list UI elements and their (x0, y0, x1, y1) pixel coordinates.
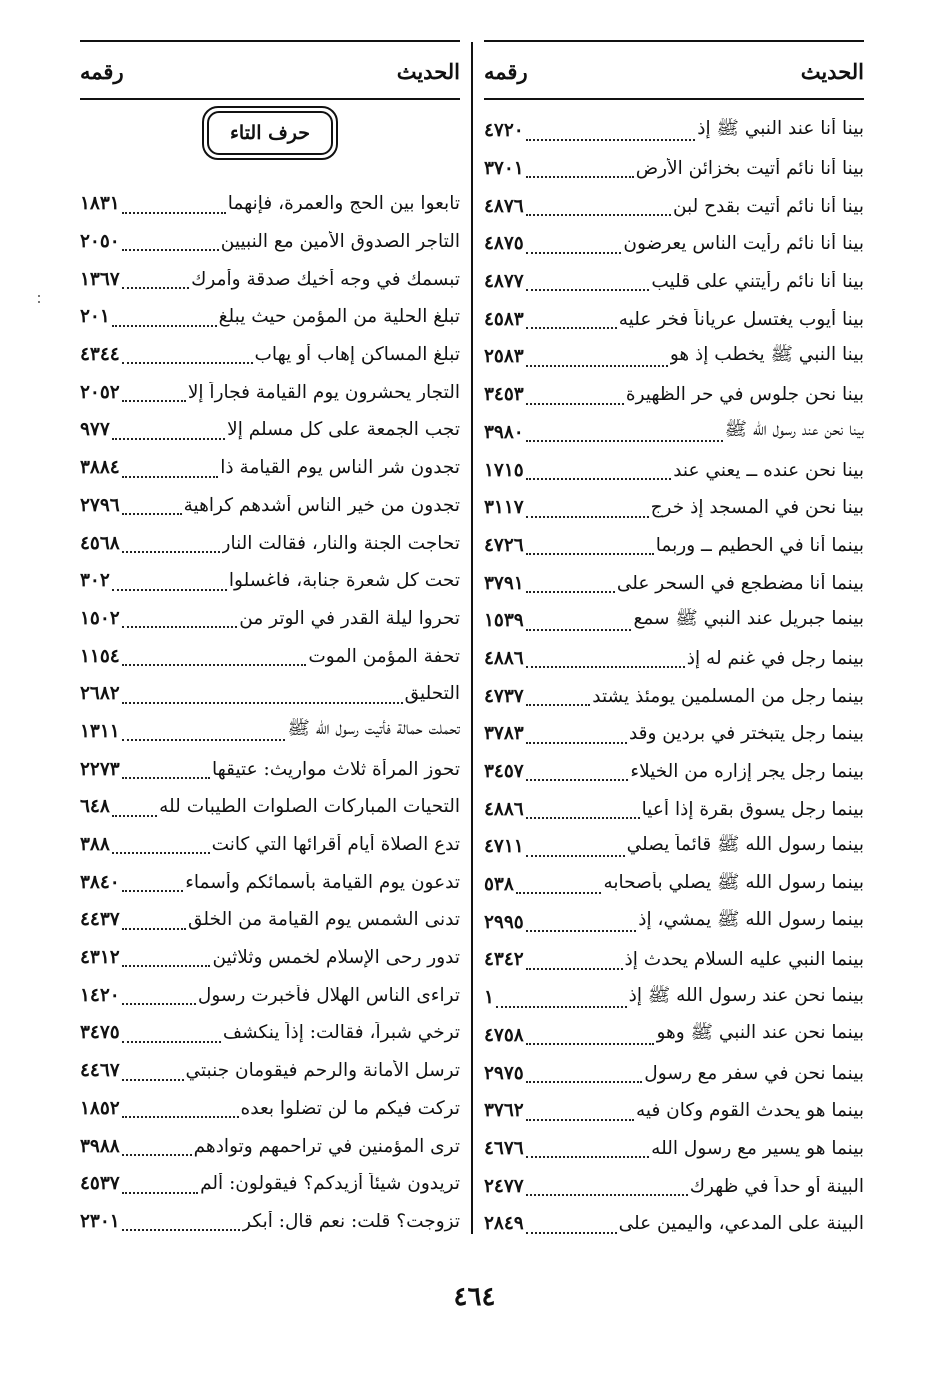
hadith-number: ٣٤٥٧ (484, 761, 524, 783)
index-entry (484, 1205, 864, 1243)
hadith-number: ١٣٦٧ (80, 268, 120, 290)
hadith-number: ٤٨٧٥ (484, 233, 524, 255)
leader-dots (112, 580, 227, 600)
leader-dots (526, 544, 654, 564)
index-entry (484, 715, 864, 753)
hadith-number: ٤٥٦٨ (80, 532, 120, 554)
leader-dots (526, 657, 685, 677)
leader-dots (122, 919, 186, 939)
index-entry (80, 298, 460, 336)
hadith-text: تريدون شيئاً أزيدكم؟ فيقولون: ألم (200, 1173, 460, 1195)
hadith-number: ١٥٠٢ (80, 607, 120, 629)
leader-dots (526, 770, 629, 790)
hadith-number: ٤٥٨٣ (484, 308, 524, 330)
hadith-number: ٣٧٨٣ (484, 723, 524, 745)
hadith-number: ٤٨٨٦ (484, 647, 524, 669)
hadith-text: تراءى الناس الهلال فأخبرت رسول (197, 984, 460, 1006)
leader-dots (122, 504, 182, 524)
hadith-text: تدور رحى الإسلام لخمس وثلاثين (212, 947, 460, 969)
index-entry (484, 640, 864, 678)
index-entry (80, 675, 460, 713)
hadith-number: ٣٤٧٥ (80, 1022, 120, 1044)
hadith-text: التحليق (404, 683, 460, 705)
number-header: رقمه (80, 58, 124, 84)
index-entry (80, 1127, 460, 1165)
index-entry (80, 713, 460, 751)
hadith-number: ٤٧٣٧ (484, 685, 524, 707)
leader-dots (526, 469, 671, 489)
leader-dots (516, 883, 602, 903)
hadith-index-list (80, 185, 460, 1240)
index-entry (80, 524, 460, 562)
hadith-number: ٤٧٢٦ (484, 534, 524, 556)
leader-dots (526, 733, 627, 753)
hadith-text: تبسمك في وجه أخيك صدقة وأمرك (191, 268, 460, 290)
hadith-number: ٢٤٧٧ (484, 1175, 524, 1197)
hadith-number: ٤٨٨٦ (484, 798, 524, 820)
hadith-number: ١٧١٥ (484, 459, 524, 481)
leader-dots (122, 240, 219, 260)
hadith-text: البينة على المدعي، واليمين على (618, 1213, 864, 1235)
index-entry (484, 225, 864, 263)
hadith-text: تحت كل شعرة جنابة، فاغسلوا (228, 570, 460, 592)
hadith-number: ٤٥٣٧ (80, 1173, 120, 1195)
index-entry (80, 487, 460, 525)
index-entry (80, 939, 460, 977)
hadith-number: ٤٨٧٧ (484, 271, 524, 293)
index-entry (484, 790, 864, 828)
index-entry (484, 677, 864, 715)
hadith-number: ٣٠٢ (80, 570, 110, 592)
hadith-text: تحملت حمالة فأتيت رسول الله ﷺ (287, 718, 460, 740)
index-entry (484, 1054, 864, 1092)
index-entry (484, 866, 864, 904)
hadith-text: بينما هو يحدث القوم وكان فيه (635, 1100, 864, 1122)
hadith-number: ٤٧٥٨ (484, 1024, 524, 1046)
hadith-number: ٢٧٩٦ (80, 494, 120, 516)
leader-dots (526, 167, 634, 187)
index-entry (484, 338, 864, 376)
hadith-number: ٢٩٧٥ (484, 1062, 524, 1084)
index-entry (80, 1014, 460, 1052)
hadith-number: ٣٩٨٨ (80, 1135, 120, 1157)
index-entry (80, 600, 460, 638)
index-entry (484, 828, 864, 866)
margin-mark (38, 295, 40, 309)
leader-dots (122, 278, 189, 298)
leader-dots (526, 1223, 617, 1243)
hadith-number: ٢٦٨٢ (80, 683, 120, 705)
leader-dots (526, 431, 723, 451)
hadith-text: بينا النبي ﷺ يخطب إذ هو (669, 343, 864, 365)
hadith-number: ٢٢٧٣ (80, 758, 120, 780)
leader-dots (122, 730, 286, 750)
leader-dots (112, 429, 225, 449)
hadith-number: ٤٤٣٧ (80, 909, 120, 931)
leader-dots (526, 318, 617, 338)
hadith-text: بينما جبريل عند النبي ﷺ سمع (633, 607, 864, 629)
index-entry (80, 336, 460, 374)
hadith-text: تركت فيكم ما لن تضلوا بعده (240, 1097, 460, 1119)
index-entry (484, 1092, 864, 1130)
hadith-number: ٤٦٧٦ (484, 1137, 524, 1159)
hadith-text: التاجر الصدوق الأمين مع النبيين (220, 231, 460, 253)
index-entry (80, 901, 460, 939)
hadith-text: بينما أنا مضطجع في السحر على (616, 572, 864, 594)
hadith-text: بينما نحن في سفر مع رسول (644, 1062, 864, 1084)
hadith-number: ٤٤٦٧ (80, 1060, 120, 1082)
leader-dots (526, 582, 615, 602)
hadith-number: ٢٥٨٣ (484, 346, 524, 368)
hadith-number: ٥٣٨ (484, 874, 514, 896)
index-entry (80, 637, 460, 675)
hadith-number: ١٣١١ (80, 720, 120, 742)
hadith-text: بينا أنا نائم أتيت بخزائن الأرض (635, 158, 864, 180)
leader-dots (526, 205, 671, 225)
index-entry (484, 753, 864, 791)
hadith-text: بينا نحن جلوس في حر الظهيرة (625, 384, 864, 406)
hadith-text: تزوجت؟ قلت: نعم قال: أبكر (242, 1210, 460, 1232)
hadith-text: بينما النبي عليه السلام يحدث إذ (624, 949, 864, 971)
hadith-text: تجب الجمعة على كل مسلم إلا (227, 419, 460, 441)
index-entry (484, 414, 864, 452)
index-entry (80, 449, 460, 487)
index-entry (80, 750, 460, 788)
index-entry (80, 1052, 460, 1090)
index-entry (484, 451, 864, 489)
hadith-number: ٤٧١١ (484, 836, 524, 858)
hadith-text: بينا نحن عنده ــ يعني عند (673, 459, 864, 481)
number-header: رقمه (484, 58, 528, 84)
index-entry (484, 187, 864, 225)
hadith-number: ١ (484, 987, 494, 1009)
leader-dots (526, 394, 624, 414)
hadith-number: ٣٧٠١ (484, 158, 524, 180)
hadith-text: التحيات المباركات الصلوات الطيبات لله (159, 796, 460, 818)
hadith-number: ١٨٣١ (80, 193, 120, 215)
hadith-text: تحفة المؤمن الموت (308, 645, 460, 667)
leader-dots (122, 542, 220, 562)
hadith-number: ٣٨٤٠ (80, 871, 120, 893)
hadith-number: ٣٩٨٠ (484, 421, 524, 443)
hadith-number: ٢٠٥٠ (80, 231, 120, 253)
index-entry (484, 941, 864, 979)
hadith-number: ٢٨٤٩ (484, 1213, 524, 1235)
top-rule (80, 40, 460, 42)
hadith-text: بينا أنا نائم رأيت الناس يعرضون (623, 233, 864, 255)
index-entry (484, 903, 864, 941)
index-entry (484, 527, 864, 565)
hadith-number: ٢٩٩٥ (484, 911, 524, 933)
hadith-number: ١١٥٤ (80, 645, 120, 667)
leader-dots (526, 1110, 634, 1130)
column-header (80, 54, 460, 88)
hadith-number: ٦٤٨ (80, 796, 110, 818)
page-number: ٤٦٤ (453, 1282, 496, 1312)
hadith-number: ٣٧٩١ (484, 572, 524, 594)
hadith-text: بينا أنا نائم رأيتني على قليب (651, 271, 864, 293)
hadith-number: ١٤٢٠ (80, 984, 120, 1006)
leader-dots (122, 1145, 192, 1165)
hadith-text: تحوز المرأة ثلاث مواريث: عتيقها (211, 758, 460, 780)
hadith-text: بينما نحن عند رسول الله ﷺ إذ (628, 984, 864, 1006)
hadith-number: ٩٧٧ (80, 419, 110, 441)
hadith-text: تبلغ الحلية من المؤمن حيث يبلغ (218, 306, 460, 328)
hadith-text: بينما رجل يتبختر في بردين وقد (628, 723, 864, 745)
leader-dots (526, 356, 668, 376)
index-entry (484, 489, 864, 527)
index-entry (80, 373, 460, 411)
hadith-text: البينة أو حداً في ظهرك (689, 1175, 864, 1197)
top-rule (484, 40, 864, 42)
leader-dots (122, 617, 237, 637)
hadith-header: الحديث (800, 58, 864, 84)
hadith-text: بينا نحن في المسجد إذ خرج (650, 497, 864, 519)
leader-dots (122, 467, 219, 487)
hadith-number: ٣٨٨ (80, 834, 110, 856)
hadith-number: ٤٣١٢ (80, 947, 120, 969)
hadith-text: التجار يحشرون يوم القيامة فجاراً إلا (187, 381, 460, 403)
hadith-text: بينا أيوب يغتسل عرياناً فخر عليه (618, 308, 864, 330)
hadith-number: ٢٣٠١ (80, 1210, 120, 1232)
hadith-number: ٣٧٦٢ (484, 1100, 524, 1122)
leader-dots (112, 843, 210, 863)
index-entry (484, 112, 864, 150)
section-title: حرف التاء (207, 111, 333, 155)
leader-dots (526, 1185, 688, 1205)
hadith-text: بينما رسول الله ﷺ يصلي بأصحابه (603, 871, 864, 893)
hadith-text: تدع الصلاة أيام أقرائها التي كانت (211, 834, 460, 856)
index-entry (484, 1017, 864, 1055)
leader-dots (526, 280, 650, 300)
hadith-number: ١٥٣٩ (484, 610, 524, 632)
header-rule (484, 98, 864, 100)
index-entry (484, 564, 864, 602)
index-entry (80, 562, 460, 600)
leader-dots (122, 881, 183, 901)
hadith-text: تحروا ليلة القدر في الوتر من (239, 607, 460, 629)
leader-dots (526, 959, 623, 979)
index-entry (80, 976, 460, 1014)
leader-dots (122, 655, 307, 675)
leader-dots (122, 994, 196, 1014)
leader-dots (496, 997, 627, 1017)
hadith-text: بينما رسول الله ﷺ قائماً يصلي (626, 833, 864, 855)
hadith-number: ١٨٥٢ (80, 1097, 120, 1119)
column-header (484, 54, 864, 88)
index-entry (80, 260, 460, 298)
leader-dots (526, 130, 696, 150)
hadith-number: ٤٨٧٦ (484, 195, 524, 217)
hadith-text: تحاجت الجنة والنار، فقالت النار (221, 532, 460, 554)
hadith-text: ترى المؤمنين في تراحمهم وتوادهم (193, 1135, 460, 1157)
leader-dots (122, 203, 226, 223)
hadith-number: ٤٣٤٤ (80, 344, 120, 366)
leader-dots (526, 243, 622, 263)
index-entry (484, 1167, 864, 1205)
leader-dots (122, 1183, 198, 1203)
hadith-header: الحديث (396, 58, 460, 84)
hadith-number: ٣٨٨٤ (80, 457, 120, 479)
hadith-text: تدنى الشمس يوم القيامة من الخلق (188, 909, 460, 931)
index-entry (80, 411, 460, 449)
hadith-text: بينما رجل يسوق بقرة إذا أعيا (641, 798, 864, 820)
leader-dots (122, 693, 403, 713)
hadith-number: ٣٤٥٣ (484, 384, 524, 406)
leader-dots (122, 1107, 239, 1127)
leader-dots (526, 1034, 655, 1054)
hadith-text: بينا نحن عند رسول الله ﷺ (724, 419, 864, 441)
index-entry (484, 376, 864, 414)
hadith-text: بينا أنا نائم أتيت بقدح لبن (672, 195, 864, 217)
hadith-text: تبلغ المساكن إهاب أو يهاب (254, 344, 460, 366)
leader-dots (122, 1220, 240, 1240)
hadith-text: تجدون من خير الناس أشدهم كراهية (183, 494, 460, 516)
hadith-number: ٢٠١ (80, 306, 110, 328)
leader-dots (112, 806, 157, 826)
leader-dots (122, 391, 186, 411)
index-entry (80, 1090, 460, 1128)
leader-dots (122, 353, 253, 373)
index-entry (80, 185, 460, 223)
leader-dots (526, 620, 632, 640)
index-entry (484, 602, 864, 640)
hadith-text: بينما رجل من المسلمين يومئذ يشتد (592, 685, 864, 707)
leader-dots (526, 1147, 649, 1167)
leader-dots (122, 1070, 184, 1090)
leader-dots (112, 316, 217, 336)
leader-dots (526, 1072, 643, 1092)
hadith-number: ٤٧٢٠ (484, 120, 524, 142)
hadith-text: تجدون شر الناس يوم القيامة ذا (220, 457, 460, 479)
index-entry (80, 1165, 460, 1203)
leader-dots (526, 695, 591, 715)
hadith-text: ترخي شبراً، فقالت: إذاً ينكشف (222, 1022, 460, 1044)
hadith-text: تابعوا بين الحج والعمرة، فإنهما (227, 193, 460, 215)
leader-dots (526, 808, 640, 828)
hadith-index-list (484, 112, 864, 1243)
hadith-text: بينما هو يسير مع رسول الله (651, 1137, 864, 1159)
section-heading-box (202, 106, 338, 160)
index-entry (484, 263, 864, 301)
index-entry (80, 826, 460, 864)
hadith-number: ٤٣٤٢ (484, 949, 524, 971)
index-entry (484, 1130, 864, 1168)
leader-dots (526, 846, 625, 866)
index-entry (80, 1203, 460, 1241)
hadith-text: بينما رجل يجر إزاره من الخيلاء (630, 761, 864, 783)
hadith-text: بينما رجل في غنم له إذ (686, 647, 864, 669)
leader-dots (122, 956, 211, 976)
leader-dots (122, 1032, 221, 1052)
index-entry (80, 863, 460, 901)
hadith-text: بينما رسول الله ﷺ يمشي، إذ (638, 909, 864, 931)
hadith-text: بينما أنا في الحطيم ــ وربما (655, 534, 864, 556)
header-rule (80, 98, 460, 100)
index-entry (484, 979, 864, 1017)
leader-dots (122, 768, 210, 788)
index-entry (484, 300, 864, 338)
index-entry (484, 150, 864, 188)
hadith-number: ٢٠٥٢ (80, 381, 120, 403)
leader-dots (526, 921, 636, 941)
hadith-text: بينما نحن عند النبي ﷺ وهو (656, 1022, 864, 1044)
hadith-text: بينا أنا عند النبي ﷺ إذ (697, 117, 864, 139)
index-entry (80, 788, 460, 826)
hadith-text: تدعون يوم القيامة بأسمائكم وأسماء (185, 871, 460, 893)
hadith-number: ٣١١٧ (484, 497, 524, 519)
leader-dots (526, 507, 649, 527)
hadith-text: ترسل الأمانة والرحم فيقومان جنبتي (185, 1060, 460, 1082)
column-divider (471, 42, 473, 1234)
index-entry (80, 223, 460, 261)
